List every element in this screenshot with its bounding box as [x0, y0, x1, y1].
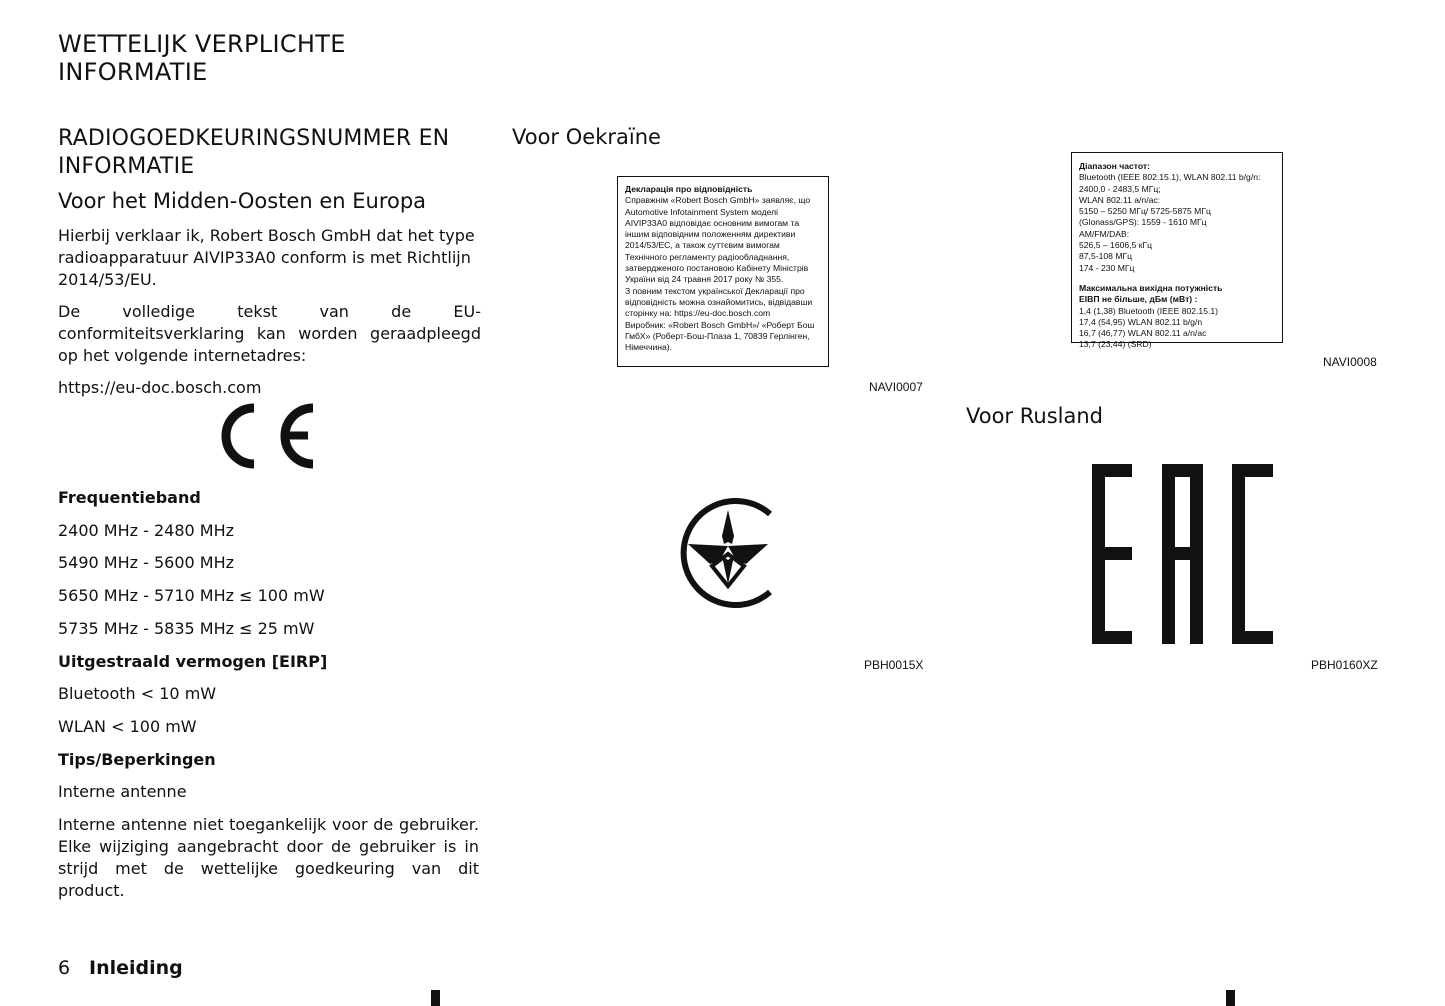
- declaration-line: 2014/53/ЕС, а також суттєвим вимогам: [625, 240, 780, 251]
- declaration-line: затвердженого постановою Кабінету Міністрів: [625, 263, 809, 274]
- declaration-line: ГмбХ» (Роберт-Бош-Плаза 1, 70839 Герлінген,: [625, 330, 810, 341]
- ce-logo-icon: [218, 400, 318, 472]
- declaration-line: Декларація про відповідність: [625, 184, 753, 194]
- freq-band-3: 5650 MHz - 5710 MHz ≤ 100 mW: [58, 586, 325, 605]
- declaration-paragraph: Hierbij verklaar ik, Robert Bosch GmbH dat het type radioapparatuur AIVIP33A0 conform is met Richtlijn 2014/53/EU.: [58, 226, 475, 289]
- figure-code-navi0008: NAVI0008: [1323, 355, 1377, 369]
- freq-band-2: 5490 MHz - 5600 MHz: [58, 553, 235, 572]
- ukraine-title: Voor Oekraïne: [512, 125, 661, 149]
- ukraine-frequency-box: [1071, 152, 1283, 350]
- tips-paragraph: Interne antenne niet toegankelijk voor de gebruiker. Elke wijziging aangebracht door de gebruiker is in strijd met de wettelijke goedkeuring van dit product.: [58, 815, 479, 900]
- freq-box-line: 2400,0 - 2483,5 МГц;: [1079, 183, 1161, 194]
- declaration-line: AIVIP33A0 відповідає основним вимогам та: [625, 217, 800, 228]
- freq-box-line: (Glonass/GPS): 1559 - 1610 МГц: [1079, 217, 1207, 228]
- declaration-line: відповідність можна ознайомитись, відвідавши: [625, 296, 813, 307]
- ukraine-conformity-mark: [670, 494, 780, 612]
- freq-box-line: 1,4 (1,38) Bluetooth (IEEE 802.15.1): [1079, 305, 1219, 316]
- freq-band-1: 2400 MHz - 2480 MHz: [58, 521, 235, 540]
- freq-box-line: 17,4 (54,95) WLAN 802.11 b/g/n: [1079, 316, 1203, 327]
- declaration-line: Справжнім «Robert Bosch GmbH» заявляє, що: [625, 195, 811, 206]
- freq-box-line: 16,7 (46,77) WLAN 802.11 a/n/ac: [1079, 328, 1207, 339]
- eac-logo-icon: [1092, 464, 1273, 644]
- freq-box-line: 174 - 230 МГц: [1079, 262, 1135, 273]
- declaration-line: Automotive Infotainment System моделі: [625, 206, 779, 217]
- declaration-line: сторінку на: https://eu-doc.bosch.com: [625, 308, 771, 319]
- conformity-url[interactable]: https://eu-doc.bosch.com: [58, 378, 262, 397]
- freq-box-line: Діапазон частот:: [1079, 161, 1150, 171]
- section-title: RADIOGOEDKEURINGSNUMMER EN INFORMATIE: [58, 126, 450, 179]
- declaration-line: З повним текстом української Декларації про: [625, 285, 805, 296]
- page-number: 6: [58, 957, 71, 979]
- eirp-bluetooth: Bluetooth < 10 mW: [58, 684, 217, 703]
- figure-code-pbh0160xz: PBH0160XZ: [1311, 658, 1378, 672]
- declaration-line: України від 24 травня 2017 року № 355.: [625, 274, 784, 285]
- freq-label: Frequentieband: [58, 488, 201, 507]
- page-heading: WETTELIJK VERPLICHTE INFORMATIE: [58, 30, 346, 86]
- freq-box-line: 87,5-108 МГц: [1079, 251, 1133, 262]
- subsection-title: Voor het Midden-Oosten en Europa: [58, 189, 427, 213]
- ce-mark: [218, 400, 318, 472]
- declaration-line: Технічного регламенту радіообладнання,: [625, 251, 790, 262]
- declaration-line: іншим відповідним положенням директиви: [625, 229, 796, 240]
- freq-band-4: 5735 MHz - 5835 MHz ≤ 25 mW: [58, 619, 315, 638]
- eirp-label: Uitgestraald vermogen [EIRP]: [58, 652, 328, 671]
- freq-box-line: 5150 – 5250 МГц/ 5725-5875 МГц: [1079, 206, 1211, 217]
- eirp-wlan: WLAN < 100 mW: [58, 717, 197, 736]
- freq-box-line: Bluetooth (IEEE 802.15.1), WLAN 802.11 b/g/n:: [1079, 172, 1261, 183]
- tips-label: Tips/Beperkingen: [58, 750, 216, 769]
- tips-value: Interne antenne: [58, 782, 187, 801]
- freq-box-line: WLAN 802.11 a/n/ac:: [1079, 194, 1161, 205]
- figure-code-pbh0015x: PBH0015X: [864, 658, 924, 672]
- freq-box-line: 526,5 – 1606,5 кГц: [1079, 240, 1153, 251]
- full-text-paragraph: De volledige tekst van de EU-conformiteitsverklaring kan worden geraadpleegd op het volgende internetadres:: [58, 302, 481, 365]
- freq-box-line: Максимальна вихідна потужність: [1079, 282, 1223, 293]
- eac-mark: [1092, 464, 1273, 644]
- declaration-line: Виробник: «Robert Bosch GmbH»/ «Роберт Бош: [625, 319, 815, 330]
- ua-mark-icon: [670, 494, 780, 612]
- figure-code-navi0007: NAVI0007: [869, 380, 923, 394]
- chapter-title: Inleiding: [89, 957, 183, 979]
- ukraine-declaration-box: [617, 176, 829, 367]
- declaration-line: Німеччина).: [625, 342, 673, 353]
- freq-box-line: ЕІВП не більше, дБм (мВт) :: [1079, 294, 1198, 305]
- freq-box-line: 13,7 (23,44) (SRD): [1079, 339, 1152, 350]
- freq-box-line: AM/FM/DAB:: [1079, 228, 1130, 239]
- russia-title: Voor Rusland: [966, 404, 1103, 428]
